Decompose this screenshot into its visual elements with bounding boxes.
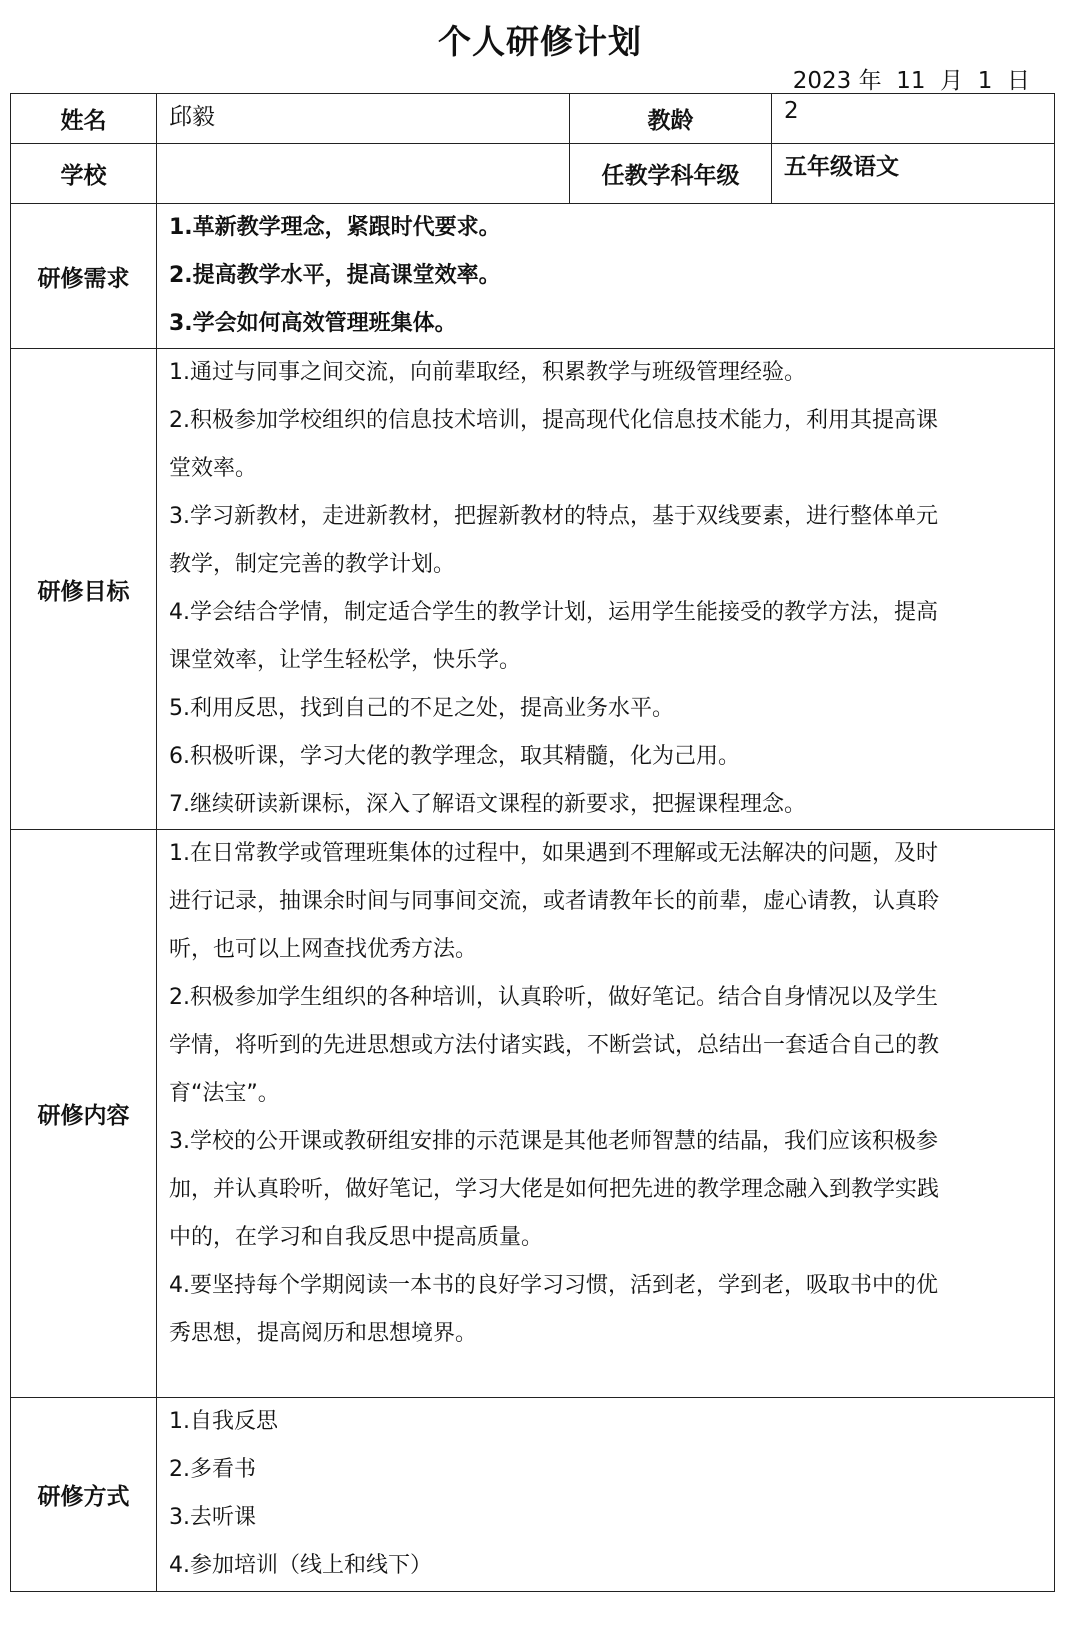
name-value: 邱毅 [157,94,570,144]
content-line: 中的，在学习和自我反思中提高质量。 [169,1225,544,1250]
methods-label: 研修方式 [11,1398,157,1592]
methods-item: 2.多看书 [169,1457,256,1482]
goals-line: 3.学习新教材，走进新教材，把握新教材的特点，基于双线要素，进行整体单元 [169,504,938,529]
needs-item: 1.革新教学理念，紧跟时代要求。 [169,215,501,240]
row-school [11,144,1055,204]
subject-label: 任教学科年级 [570,144,772,204]
goals-line: 课堂效率，让学生轻松学，快乐学。 [169,648,522,673]
content-line: 学情，将听到的先进思想或方法付诸实践，不断尝试，总结出一套适合自己的教 [169,1033,940,1058]
row-content [11,830,1055,1398]
content-line: 3.学校的公开课或教研组安排的示范课是其他老师智慧的结晶，我们应该积极参 [169,1129,938,1154]
document-title: 个人研修计划 [438,22,642,61]
goals-line: 4.学会结合学情，制定适合学生的教学计划，运用学生能接受的教学方法，提高 [169,600,938,625]
content-text [157,830,1055,1398]
row-needs [11,204,1055,349]
row-name [11,94,1055,144]
school-value [157,144,570,204]
needs-item: 3.学会如何高效管理班集体。 [169,311,457,336]
content-line: 2.积极参加学生组织的各种培训，认真聆听，做好笔记。结合自身情况以及学生 [169,985,938,1010]
goals-line: 教学，制定完善的教学计划。 [169,552,456,577]
goals-line: 7.继续研读新课标，深入了解语文课程的新要求，把握课程理念。 [169,792,806,817]
content-line: 育“法宝”。 [169,1081,280,1106]
content-line: 4.要坚持每个学期阅读一本书的良好学习习惯，活到老，学到老，吸取书中的优 [169,1273,938,1298]
content-line: 1.在日常教学或管理班集体的过程中，如果遇到不理解或无法解决的问题，及时 [169,841,938,866]
goals-line: 6.积极听课，学习大佬的教学理念，取其精髓，化为己用。 [169,744,740,769]
subject-value: 五年级语文 [772,144,1055,204]
content-line: 听，也可以上网查找优秀方法。 [169,937,478,962]
goals-line: 5.利用反思，找到自己的不足之处，提高业务水平。 [169,696,674,721]
goals-line: 1.通过与同事之间交流，向前辈取经，积累教学与班级管理经验。 [169,360,806,385]
needs-item: 2.提高教学水平，提高课堂效率。 [169,263,501,288]
methods-list [157,1398,1055,1592]
name-label: 姓名 [11,94,157,144]
goals-text [157,349,1055,830]
plan-table [10,93,1055,1592]
goals-line: 2.积极参加学校组织的信息技术培训，提高现代化信息技术能力，利用其提高课 [169,408,938,433]
methods-item: 1.自我反思 [169,1409,278,1434]
document-date: 2023 年 11 月 1 日 [792,68,1030,94]
years-value: 2 [772,94,1055,144]
content-line: 进行记录，抽课余时间与同事间交流，或者请教年长的前辈，虚心请教，认真聆 [169,889,940,914]
years-label: 教龄 [570,94,772,144]
goals-label: 研修目标 [11,349,157,830]
needs-label: 研修需求 [11,204,157,349]
content-line: 加，并认真聆听，做好笔记，学习大佬是如何把先进的教学理念融入到教学实践 [169,1177,940,1202]
needs-list [157,204,1055,349]
school-label: 学校 [11,144,157,204]
content-label: 研修内容 [11,830,157,1398]
goals-line: 堂效率。 [169,456,258,481]
methods-item: 4.参加培训（线上和线下） [169,1553,432,1578]
row-methods [11,1398,1055,1592]
row-goals [11,349,1055,830]
content-line: 秀思想，提高阅历和思想境界。 [169,1321,478,1346]
methods-item: 3.去听课 [169,1505,256,1530]
